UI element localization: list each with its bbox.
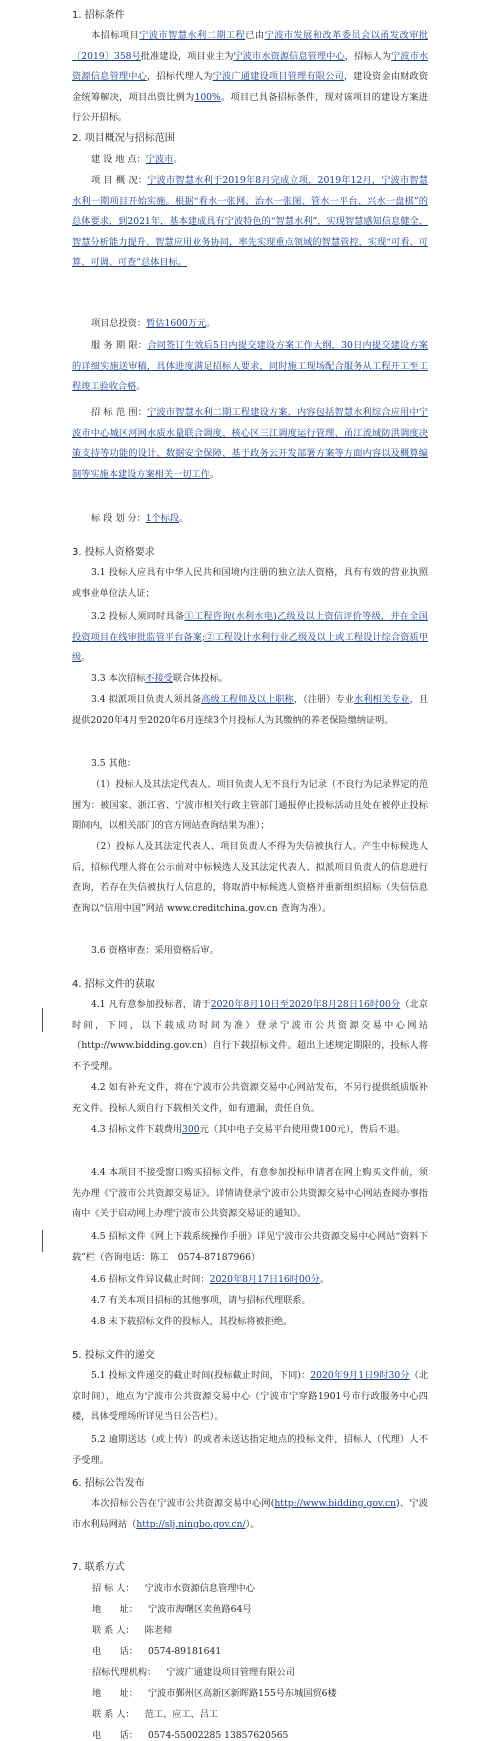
contact-label: 地 址： bbox=[92, 1604, 138, 1615]
section-1-title: 1. 招标条件 bbox=[72, 10, 125, 21]
doc-4-8: 4.8 未下载招标文件的投标人，其投标将被拒绝。 bbox=[91, 1316, 293, 1327]
location-end: 。 bbox=[173, 154, 183, 165]
qual-3-1: 3.1 投标人应具有中华人民共和国境内注册的独立法人资格，具有有效的营业执照或事业单位法人证； bbox=[72, 567, 428, 599]
bidding-site-link[interactable]: http://www.bidding.gov.cn bbox=[274, 1498, 397, 1509]
qual-3-5: 3.5 其他： bbox=[91, 758, 137, 769]
contact-value: 陈老师 bbox=[144, 1625, 173, 1636]
doc-4-3-lead: 4.3 招标文件下载费用 bbox=[91, 1124, 183, 1135]
qual-3-3-end: 联合体投标。 bbox=[172, 673, 228, 684]
publish-lead: 本次招标公告在宁波市公共资源交易中心网( bbox=[91, 1498, 275, 1509]
investment-value: 暂估1600万元 bbox=[146, 318, 207, 329]
contact-row bbox=[92, 1601, 252, 1615]
qual-3-2-end: 。 bbox=[81, 652, 91, 663]
qual-3-5-1: （1）投标人及其法定代表人、项目负责人无不良行为记录（不良行为记录界定的范围为：被国家、浙江省、宁波市相关行政主管部门通报停止投标活动且处在被停止投标期间内，以相关部门的官方网站查询结果为准）； bbox=[72, 779, 428, 831]
service-value: 合同签订生效后5日内提交建设方案工作大纲，30日内提交建设方案的详细实施送审稿，具体进度满足招标人要求，同时施工现场配合服务从工程开工至工程竣工验收合格 bbox=[72, 340, 428, 392]
location-line bbox=[72, 150, 428, 171]
download-period: 2020年8月10日至2020年8月28日16时00分 bbox=[210, 999, 401, 1010]
section-5-title: 5. 投标文件的递交 bbox=[72, 1350, 155, 1361]
section-1-body bbox=[72, 26, 428, 129]
submission-deadline: 2020年9月1日9时30分 bbox=[310, 1370, 410, 1381]
qual-3-3 bbox=[72, 669, 428, 690]
qual-3-2-requirement: ①工程咨询(水利水电)乙级及以上资信评价等级，并在全国投资项目在线审批监管平台备案;②工程设计水利行业乙级及以上或工程设计综合资质甲级 bbox=[72, 611, 428, 663]
lot-line bbox=[72, 509, 428, 530]
doc-4-3 bbox=[72, 1120, 428, 1141]
doc-4-1 bbox=[72, 995, 428, 1077]
contact-label: 招 标 人： bbox=[92, 1583, 135, 1594]
investment-label: 项目总投资： bbox=[91, 318, 147, 329]
qual-3-2-lead: 3.2 投标人须同时具备 bbox=[91, 611, 185, 622]
contact-row bbox=[92, 1727, 288, 1741]
contact-label: 电 话： bbox=[92, 1646, 138, 1657]
scope-label: 招 标 范 围： bbox=[91, 407, 148, 418]
section-4-title: 4. 招标文件的获取 bbox=[72, 979, 155, 990]
s1-text-h: ，招标人为 bbox=[344, 50, 392, 62]
s1-text-a: 本招标项目 bbox=[91, 30, 140, 41]
section-6-title: 6. 招标公告发布 bbox=[72, 1478, 145, 1489]
overview-value: 宁波市智慧水利于2019年8月完成立项，2019年12月，宁波市智慧水利一期项目开始实施。根据“看水一张网、治水一张图、管水一平台、兴水一盘棋”的总体要求，到2021年，基本建成具有宁波特色的“智慧水利”，实现智慧感知信息健全、智慧分析能力提升、智慧应用业务协同，率先实现重点领域的智慧管控，实现“可看、可算、可调、可查”总体目标。 bbox=[72, 175, 428, 268]
publish-paragraph bbox=[72, 1494, 428, 1535]
approval-authority: 宁波市发展和改革委员会 bbox=[264, 30, 371, 41]
doc-4-4: 4.4 本项目不接受窗口购买招标文件，有意参加投标申请者在网上购买文件前，须先办理《宁波市公共资源交易证》。详情请登录宁波市公共资源交易中心网站查阅办事指南中《关于启动网上办理宁波市公共资源交易证的通知》。 bbox=[72, 1167, 428, 1219]
doc-4-6-lead: 4.6 招标文件异议截止时间： bbox=[91, 1274, 210, 1285]
contact-label: 招标代理机构： bbox=[92, 1667, 157, 1678]
contact-value: 0574-89181641 bbox=[147, 1646, 222, 1657]
objection-deadline: 2020年8月17日16时00分 bbox=[209, 1274, 320, 1285]
qual-3-4-lead: 3.4 拟派项目负责人须具备 bbox=[91, 694, 202, 705]
doc-4-1-end: （北京时间，下同，以下载成功时间为准）登录宁波市公共资源交易中心网站（http://www.bidding.gov.cn）自行下载招标文件。超出上述规定期限的，投标人将不予受理。 bbox=[72, 999, 429, 1072]
doc-4-3-end: 元（其中电子交易平台使用费100元），售后不退。 bbox=[199, 1124, 406, 1135]
section-2-title: 2. 项目概况与招标范围 bbox=[72, 133, 175, 144]
contact-label: 联 系 人： bbox=[92, 1709, 135, 1720]
overview-paragraph bbox=[72, 171, 428, 274]
water-bureau-link[interactable]: http://slj.ningbo.gov.cn/ bbox=[136, 1518, 246, 1530]
funding-ratio: 100% bbox=[194, 91, 221, 103]
lot-end: 。 bbox=[179, 513, 189, 524]
doc-4-2: 4.2 如有补充文件，将在宁波市公共资源交易中心网站发布，不另行提供纸质版补充文件。投标人须自行下载相关文件，如有遗漏，责任自负。 bbox=[72, 1082, 428, 1114]
scope-end: 。 bbox=[209, 468, 219, 480]
doc-4-5: 4.5 招标文件《网上下载系统操作手册》详见宁波市公共资源交易中心网站“资料下载”栏（咨询电话：陈工 0574-87187966） bbox=[72, 1231, 428, 1263]
section-3-title: 3. 投标人资格要求 bbox=[72, 547, 155, 558]
s1-text-l: ，建设资金由财政资金统筹解决，项目出资比例为 bbox=[72, 71, 429, 103]
contact-value: 0574-55002285 13857620565 bbox=[147, 1730, 289, 1741]
scope-paragraph bbox=[72, 403, 428, 485]
contact-value: 宁波市海曙区卖鱼路64号 bbox=[147, 1604, 252, 1615]
service-label: 服 务 期 限： bbox=[91, 340, 148, 351]
doc-4-1-lead: 4.1 凡有意参加投标者，请于 bbox=[91, 999, 211, 1010]
scope-value: 宁波市智慧水利二期工程建设方案，内容包括智慧水利综合应用中宁波市中心城区河网水质水量联合调度、核心区三江调度运行管理、甬江流域防洪调度决策支持等功能的设计、数据安全保障、基于政务云开发部署方案等方面内容以及概算编制等实施本建设方案相关一切工作 bbox=[72, 407, 429, 480]
qual-3-6: 3.6 资格审查：采用资格后审。 bbox=[91, 945, 219, 956]
contact-value: 宁波广通建设项目管理有限公司 bbox=[166, 1667, 295, 1678]
tenderer: 宁波市水资源信息管理中心 bbox=[72, 50, 429, 82]
location-value: 宁波市 bbox=[145, 154, 174, 165]
contact-value: 宁波市鄞州区高新区新晖路155号东城国贸6楼 bbox=[147, 1688, 337, 1699]
qual-3-4-end: ，且提供2020年4月至2020年6月连续3个月投标人为其缴纳的养老保险缴纳证明。 bbox=[72, 694, 429, 726]
qual-3-5-2: （2）投标人及其法定代表人、项目负责人不得为失信被执行人。产生中标候选人后，招标代理人将在公示前对中标候选人及其法定代表人、拟派项目负责人的信息进行查询，若存在失信被执行人信息的，将取消中标候选人资格并重新组织招标（失信信息查询以“信用中国”网站 www.creditchina.gov.cn 查询为准）。 bbox=[72, 841, 429, 914]
location-label: 建 设 地 点： bbox=[91, 154, 146, 165]
s1-text-f: 批准建设，项目业主为 bbox=[140, 50, 234, 62]
qual-3-3-lead: 3.3 本次招标 bbox=[91, 673, 146, 684]
publish-mid: )、宁波市水利局网站（ bbox=[72, 1498, 428, 1530]
approval-doc: 以甬发改审批〔2019〕358号 bbox=[72, 30, 429, 62]
qual-3-4-mid: ，（注册）专业 bbox=[293, 694, 355, 705]
doc-4-7: 4.7 有关本项目招标的其他事项，请与招标代理联系。 bbox=[91, 1295, 311, 1306]
overview-label: 项 目 概 况： bbox=[91, 175, 148, 186]
contact-label: 电 话： bbox=[92, 1730, 138, 1741]
investment-line bbox=[72, 314, 428, 335]
pm-title-requirement: 高级工程师及以上职称 bbox=[201, 694, 294, 705]
service-period-paragraph bbox=[72, 336, 428, 398]
contact-row bbox=[92, 1664, 295, 1678]
contact-row bbox=[92, 1706, 218, 1720]
doc-4-6 bbox=[72, 1270, 428, 1291]
sub-5-2: 5.2 逾期送达（或上传）的或者未送达指定地点的投标文件，招标人（代理）人不予受理。 bbox=[72, 1434, 428, 1466]
download-fee: 300 bbox=[182, 1124, 200, 1135]
sub-5-1-lead: 5.1 投标文件递交的截止时间(投标截止时间，下同)： bbox=[91, 1370, 311, 1381]
s1-text-n: 。项目已具备招标条件，现对该项目的建设方案进行公开招标。 bbox=[72, 91, 429, 123]
lot-label: 标 段 划 分： bbox=[91, 513, 146, 524]
publish-end: ）。 bbox=[245, 1518, 260, 1530]
contact-value: 范工、应工、吕工 bbox=[144, 1709, 219, 1720]
s1-text-j: ，招标代理人为 bbox=[147, 71, 213, 82]
contact-row bbox=[92, 1643, 221, 1657]
contact-row bbox=[92, 1580, 255, 1594]
pm-major-requirement: 水利相关专业 bbox=[354, 694, 410, 705]
consortium-not-accepted: 不接受 bbox=[145, 673, 173, 684]
contact-label: 地 址： bbox=[92, 1688, 138, 1699]
contact-row bbox=[92, 1622, 172, 1636]
qual-3-4 bbox=[72, 690, 428, 731]
investment-end: 。 bbox=[206, 318, 216, 329]
s1-text-c: 已由 bbox=[245, 30, 265, 41]
sub-5-1 bbox=[72, 1366, 428, 1428]
service-end: 。 bbox=[136, 381, 146, 392]
sub-5-1-end: （北京时间），地点为宁波市公共资源交易中心（宁波市宁穿路1901号市行政服务中心四楼，具体受理场所详见当日公告栏）。 bbox=[72, 1370, 429, 1422]
section-7-title: 7. 联系方式 bbox=[72, 1562, 125, 1573]
qual-3-2 bbox=[72, 607, 428, 669]
project-owner: 宁波市水资源信息管理中心 bbox=[233, 50, 345, 62]
contact-value: 宁波市水资源信息管理中心 bbox=[144, 1583, 255, 1594]
contact-label: 联 系 人： bbox=[92, 1625, 135, 1636]
contact-row bbox=[92, 1685, 337, 1699]
tender-agent: 宁波广通建设项目管理有限公司 bbox=[212, 71, 344, 82]
doc-4-6-end: 。 bbox=[319, 1274, 330, 1285]
change-bar bbox=[42, 1008, 43, 1032]
project-name: 宁波市智慧水利二期工程 bbox=[139, 30, 246, 41]
lot-value: 1个标段 bbox=[145, 513, 180, 524]
change-bar bbox=[42, 1230, 43, 1252]
